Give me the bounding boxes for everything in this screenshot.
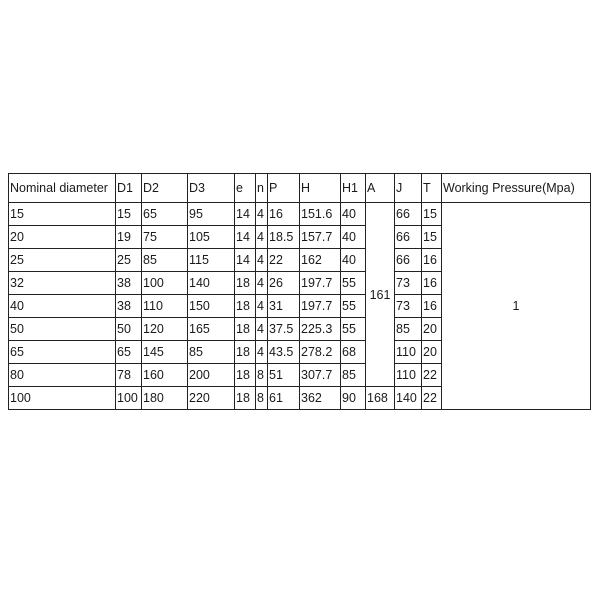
header-e: e [235, 174, 256, 203]
cell-h: 278.2 [300, 341, 341, 364]
header-n: n [256, 174, 268, 203]
cell-h1: 40 [341, 249, 366, 272]
cell-j: 85 [395, 318, 422, 341]
header-p: P [268, 174, 300, 203]
cell-h: 162 [300, 249, 341, 272]
cell-h: 157.7 [300, 226, 341, 249]
header-working-pressure: Working Pressure(Mpa) [442, 174, 591, 203]
cell-d3: 165 [188, 318, 235, 341]
cell-t: 20 [422, 341, 442, 364]
cell-e: 18 [235, 295, 256, 318]
table-header-row [9, 174, 591, 203]
header-d2: D2 [142, 174, 188, 203]
cell-h1: 55 [341, 318, 366, 341]
cell-j: 73 [395, 295, 422, 318]
cell-nominal: 15 [9, 203, 116, 226]
cell-p: 61 [268, 387, 300, 410]
cell-d2: 85 [142, 249, 188, 272]
cell-d1: 15 [116, 203, 142, 226]
cell-e: 18 [235, 364, 256, 387]
header-t: T [422, 174, 442, 203]
cell-p: 51 [268, 364, 300, 387]
cell-nominal: 100 [9, 387, 116, 410]
cell-j: 110 [395, 341, 422, 364]
cell-d1: 100 [116, 387, 142, 410]
cell-e: 18 [235, 318, 256, 341]
cell-e: 14 [235, 249, 256, 272]
cell-d2: 75 [142, 226, 188, 249]
cell-d2: 180 [142, 387, 188, 410]
cell-h1: 85 [341, 364, 366, 387]
header-j: J [395, 174, 422, 203]
header-h1: H1 [341, 174, 366, 203]
cell-p: 18.5 [268, 226, 300, 249]
cell-d2: 100 [142, 272, 188, 295]
cell-n: 4 [256, 249, 268, 272]
cell-d3: 150 [188, 295, 235, 318]
cell-p: 16 [268, 203, 300, 226]
header-h: H [300, 174, 341, 203]
cell-t: 15 [422, 203, 442, 226]
cell-d1: 78 [116, 364, 142, 387]
cell-e: 18 [235, 387, 256, 410]
cell-n: 4 [256, 203, 268, 226]
cell-e: 14 [235, 226, 256, 249]
cell-j: 66 [395, 203, 422, 226]
cell-t: 16 [422, 272, 442, 295]
cell-d1: 65 [116, 341, 142, 364]
cell-d1: 25 [116, 249, 142, 272]
cell-t: 16 [422, 249, 442, 272]
cell-d1: 38 [116, 272, 142, 295]
cell-h1: 40 [341, 226, 366, 249]
cell-h: 197.7 [300, 272, 341, 295]
cell-d3: 85 [188, 341, 235, 364]
header-d1: D1 [116, 174, 142, 203]
header-nominal-diameter: Nominal diameter [9, 174, 116, 203]
cell-j: 73 [395, 272, 422, 295]
cell-nominal: 25 [9, 249, 116, 272]
cell-p: 43.5 [268, 341, 300, 364]
cell-e: 14 [235, 203, 256, 226]
cell-d3: 115 [188, 249, 235, 272]
cell-j: 66 [395, 249, 422, 272]
cell-d1: 19 [116, 226, 142, 249]
cell-j: 140 [395, 387, 422, 410]
cell-a: 168 [366, 387, 395, 410]
cell-t: 22 [422, 387, 442, 410]
cell-n: 4 [256, 226, 268, 249]
cell-d2: 65 [142, 203, 188, 226]
cell-h1: 90 [341, 387, 366, 410]
table-row [9, 203, 591, 226]
cell-h: 225.3 [300, 318, 341, 341]
cell-n: 4 [256, 295, 268, 318]
cell-e: 18 [235, 272, 256, 295]
cell-d2: 120 [142, 318, 188, 341]
cell-e: 18 [235, 341, 256, 364]
cell-d3: 95 [188, 203, 235, 226]
cell-n: 8 [256, 364, 268, 387]
cell-h: 197.7 [300, 295, 341, 318]
cell-d3: 220 [188, 387, 235, 410]
cell-nominal: 20 [9, 226, 116, 249]
cell-p: 37.5 [268, 318, 300, 341]
cell-nominal: 65 [9, 341, 116, 364]
cell-t: 22 [422, 364, 442, 387]
cell-n: 8 [256, 387, 268, 410]
cell-working-pressure-merged: 1 [442, 203, 591, 410]
cell-h: 151.6 [300, 203, 341, 226]
cell-h1: 55 [341, 295, 366, 318]
cell-p: 26 [268, 272, 300, 295]
cell-d1: 50 [116, 318, 142, 341]
cell-p: 22 [268, 249, 300, 272]
cell-p: 31 [268, 295, 300, 318]
cell-d3: 200 [188, 364, 235, 387]
cell-d3: 140 [188, 272, 235, 295]
cell-h: 362 [300, 387, 341, 410]
spec-table [8, 173, 591, 410]
cell-nominal: 50 [9, 318, 116, 341]
cell-a-merged: 161 [366, 203, 395, 387]
cell-nominal: 40 [9, 295, 116, 318]
cell-h1: 55 [341, 272, 366, 295]
cell-t: 20 [422, 318, 442, 341]
cell-h: 307.7 [300, 364, 341, 387]
cell-j: 66 [395, 226, 422, 249]
cell-nominal: 32 [9, 272, 116, 295]
cell-t: 16 [422, 295, 442, 318]
header-a: A [366, 174, 395, 203]
cell-n: 4 [256, 272, 268, 295]
header-d3: D3 [188, 174, 235, 203]
cell-d2: 160 [142, 364, 188, 387]
cell-d2: 145 [142, 341, 188, 364]
cell-t: 15 [422, 226, 442, 249]
cell-n: 4 [256, 341, 268, 364]
cell-nominal: 80 [9, 364, 116, 387]
cell-j: 110 [395, 364, 422, 387]
cell-d3: 105 [188, 226, 235, 249]
cell-d2: 110 [142, 295, 188, 318]
cell-h1: 40 [341, 203, 366, 226]
cell-h1: 68 [341, 341, 366, 364]
cell-n: 4 [256, 318, 268, 341]
cell-d1: 38 [116, 295, 142, 318]
